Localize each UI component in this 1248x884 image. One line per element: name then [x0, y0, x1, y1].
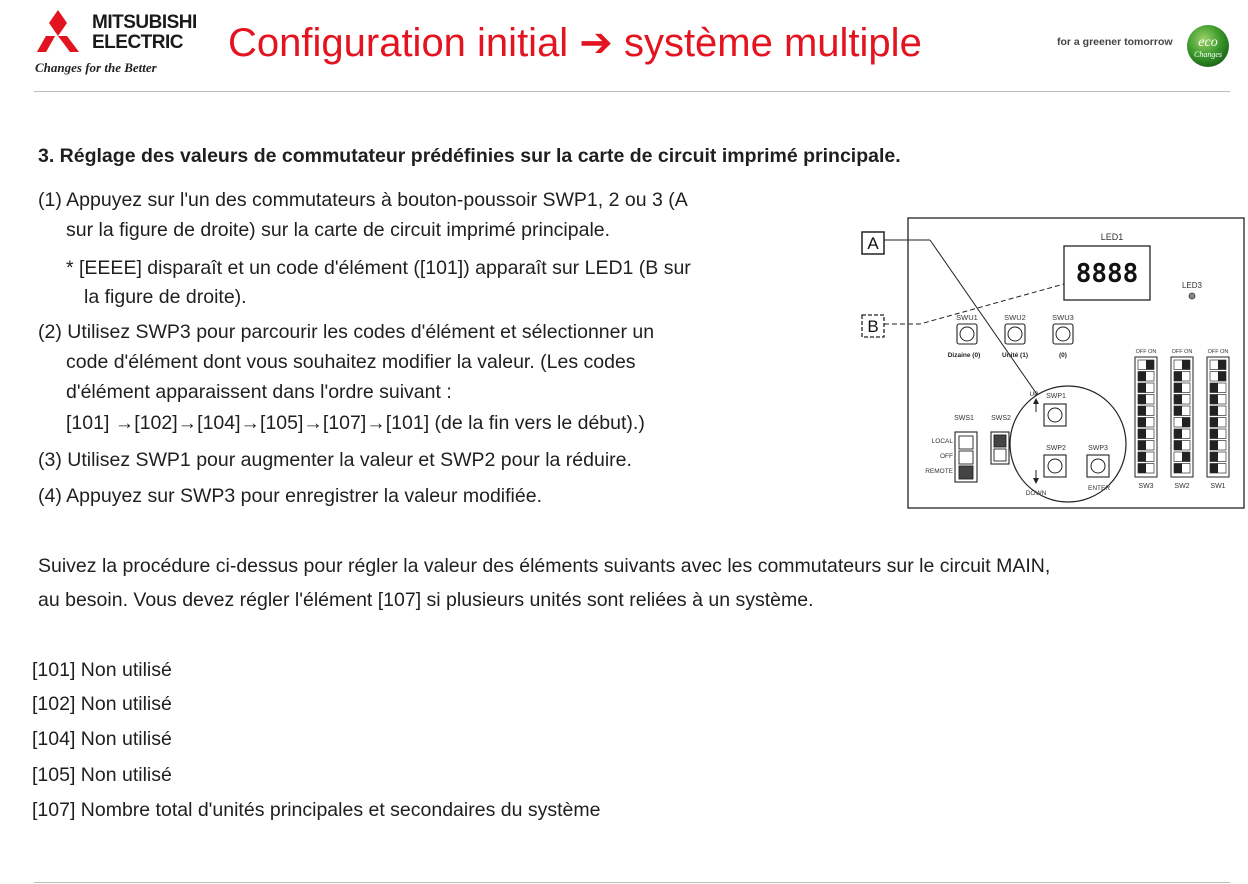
- step-2-line-3: d'élément apparaissent dans l'ordre suivant :: [66, 381, 452, 403]
- svg-text:SW2: SW2: [1174, 483, 1190, 490]
- callout-b-label: B: [867, 317, 879, 336]
- svg-text:SW1: SW1: [1210, 483, 1226, 490]
- brand-name-line2: ELECTRIC: [92, 32, 183, 53]
- swp3-button: [1087, 455, 1109, 477]
- header-divider: [34, 91, 1230, 92]
- svg-text:eco: eco: [1198, 35, 1218, 50]
- sw3-dip-bank: [1135, 349, 1157, 490]
- step-3: (3) Utilisez SWP1 pour augmenter la valeur et SWP2 pour la réduire.: [38, 449, 632, 471]
- section-heading: 3. Réglage des valeurs de commutateur prédéfinies sur la carte de circuit imprimé principale.: [38, 145, 901, 167]
- slogan: for a greener tomorrow: [1057, 36, 1173, 48]
- swu1-label: SWU1: [956, 313, 978, 322]
- step-2-line-2: code d'élément dont vous souhaitez modifier la valeur. (Les codes: [66, 351, 636, 373]
- eco-changes-logo-icon: [1186, 24, 1230, 68]
- led1-digits: 8888: [1075, 259, 1139, 289]
- up-label: UP: [1029, 391, 1039, 398]
- sws1-local-label: LOCAL: [931, 438, 953, 445]
- enter-label: ENTER: [1087, 485, 1111, 492]
- swu2-label: SWU2: [1004, 313, 1026, 322]
- led1-label: LED1: [1100, 232, 1124, 242]
- sw2-dip-bank: [1171, 349, 1193, 490]
- list-item: [101] Non utilisé: [32, 659, 172, 681]
- swu2-value: Unité (1): [1002, 352, 1028, 359]
- svg-text:Changes: Changes: [1194, 50, 1222, 59]
- list-item: [105] Non utilisé: [32, 764, 172, 786]
- step-4: (4) Appuyez sur SWP3 pour enregistrer la valeur modifiée.: [38, 485, 542, 507]
- step-2-line-1: (2) Utilisez SWP3 pour parcourir les codes d'élément et sélectionner un: [38, 321, 655, 343]
- callout-a-label: A: [867, 234, 879, 253]
- down-label: DOWN: [1025, 490, 1047, 497]
- led3-label: LED3: [1181, 281, 1203, 290]
- swp2-button: [1044, 455, 1066, 477]
- sw1-dip-bank: [1207, 349, 1229, 490]
- swu3-value: (0): [1059, 352, 1067, 359]
- step-1-line-1: (1) Appuyez sur l'un des commutateurs à bouton-poussoir SWP1, 2 ou 3 (A: [38, 189, 688, 211]
- sws1-off-label: OFF: [940, 453, 953, 460]
- swu1-value: Dizaine (0): [947, 352, 981, 359]
- pcb-diagram: [860, 212, 1248, 512]
- svg-text:OFF ON: OFF ON: [1135, 349, 1157, 355]
- step-1-note-line-1: * [EEEE] disparaît et un code d'élément ([101]) apparaît sur LED1 (B sur: [66, 257, 691, 279]
- step-1-line-2: sur la figure de droite) sur la carte de circuit imprimé principale.: [66, 219, 611, 241]
- swp3-label: SWP3: [1088, 445, 1108, 452]
- paragraph-line-1: Suivez la procédure ci-dessus pour régler la valeur des éléments suivants avec les commutateurs sur le circuit MAIN,: [38, 555, 1051, 577]
- brand-tagline: Changes for the Better: [35, 60, 157, 75]
- svg-text:OFF ON: OFF ON: [1207, 349, 1229, 355]
- step-2-line-4: [101] →[102]→[104]→[105]→[107]→[101] (de la fin vers le début).): [66, 412, 645, 434]
- swp1-button: [1044, 404, 1066, 426]
- brand-name-line1: MITSUBISHI: [92, 12, 197, 33]
- sws1-remote-label: REMOTE: [925, 468, 953, 475]
- svg-text:OFF ON: OFF ON: [1171, 349, 1193, 355]
- swu3-label: SWU3: [1052, 313, 1074, 322]
- sws1-label: SWS1: [954, 415, 974, 422]
- page-title: Configuration initial ➔ système multiple: [228, 21, 922, 65]
- list-item: [107] Nombre total d'unités principales et secondaires du système: [32, 799, 601, 821]
- list-item: [102] Non utilisé: [32, 693, 172, 715]
- swp1-label: SWP1: [1046, 393, 1066, 400]
- footer-divider: [34, 882, 1230, 883]
- paragraph-line-2: au besoin. Vous devez régler l'élément [107] si plusieurs unités sont reliées à un système.: [38, 589, 814, 611]
- led3-indicator: [1189, 293, 1195, 299]
- step-1-note-line-2: la figure de droite).: [84, 286, 247, 308]
- list-item: [104] Non utilisé: [32, 728, 172, 750]
- svg-text:SW3: SW3: [1138, 483, 1154, 490]
- sws2-label: SWS2: [991, 415, 1011, 422]
- swp2-label: SWP2: [1046, 445, 1066, 452]
